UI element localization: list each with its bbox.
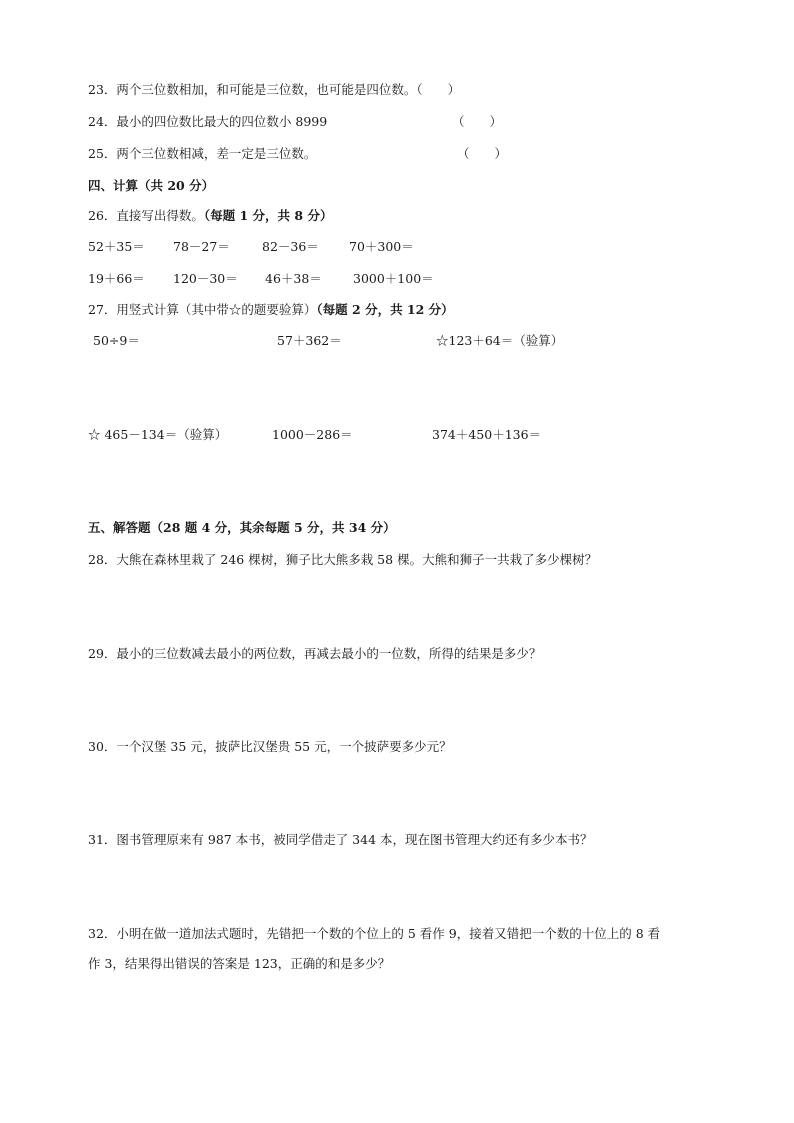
- q26-row1-item4: 70＋300＝: [349, 239, 414, 254]
- q26-row1-item1: 52＋35＝: [88, 239, 145, 254]
- question-32-line1: 32．小明在做一道加法式题时，先错把一个数的个位上的 5 看作 9，接着又错把一个数的十位上的 8 看: [88, 926, 661, 941]
- question-26-text: 26．直接写出得数。: [88, 208, 204, 223]
- q27-row2-item2: 1000－286＝: [272, 427, 353, 442]
- question-32-line2: 作 3，结果得出错误的答案是 123，正确的和是多少？: [88, 956, 391, 971]
- q27-row1-item2: 57＋362＝: [277, 333, 342, 348]
- question-25-text: 25．两个三位数相减，差一定是三位数。: [88, 146, 317, 161]
- q26-row2-item4: 3000＋100＝: [353, 271, 434, 286]
- question-31-text: 31．图书管理原来有 987 本书，被同学借走了 344 本，现在图书管理大约还有多少本书？: [88, 832, 593, 847]
- answer-paren-24[interactable]: （ ）: [452, 114, 503, 129]
- q27-row1-item3: ☆123＋64＝（验算）: [436, 333, 564, 348]
- q27-row1-item1: 50÷9＝: [93, 333, 140, 348]
- question-23: [88, 82, 460, 98]
- question-27-score: （每题 2 分，共 12 分）: [316, 302, 454, 317]
- question-26-score: （每题 1 分，共 8 分）: [203, 208, 333, 223]
- question-26: [88, 208, 332, 224]
- section-5-title: 五、解答题（28 题 4 分，其余每题 5 分，共 34 分）: [88, 520, 396, 535]
- answer-paren-25[interactable]: （ ）: [457, 146, 508, 161]
- question-27: [88, 302, 454, 318]
- q26-row2-item2: 120－30＝: [173, 271, 238, 286]
- q26-row1-item2: 78－27＝: [173, 239, 230, 254]
- section-4-title: 四、计算（共 20 分）: [88, 178, 215, 193]
- question-29-text: 29．最小的三位数减去最小的两位数，再减去最小的一位数，所得的结果是多少？: [88, 646, 542, 661]
- question-24-text: 24．最小的四位数比最大的四位数小 8999: [88, 114, 328, 129]
- q26-row1-item3: 82－36＝: [262, 239, 319, 254]
- question-28-text: 28．大熊在森林里栽了 246 棵树，狮子比大熊多栽 58 棵。大熊和狮子一共栽了多少棵树？: [88, 552, 598, 567]
- answer-paren-23[interactable]: （ ）: [416, 82, 461, 97]
- question-27-text: 27．用竖式计算（其中带☆的题要验算）: [88, 302, 317, 317]
- q27-row2-item3: 374＋450＋136＝: [432, 427, 542, 442]
- question-23-text: 23．两个三位数相加，和可能是三位数，也可能是四位数。: [88, 82, 417, 97]
- q27-row2-item1: ☆ 465－134＝（验算）: [88, 427, 228, 442]
- q26-row2-item3: 46＋38＝: [265, 271, 322, 286]
- q26-row2-item1: 19＋66＝: [88, 271, 145, 286]
- question-30-text: 30．一个汉堡 35 元，披萨比汉堡贵 55 元，一个披萨要多少元？: [88, 739, 452, 754]
